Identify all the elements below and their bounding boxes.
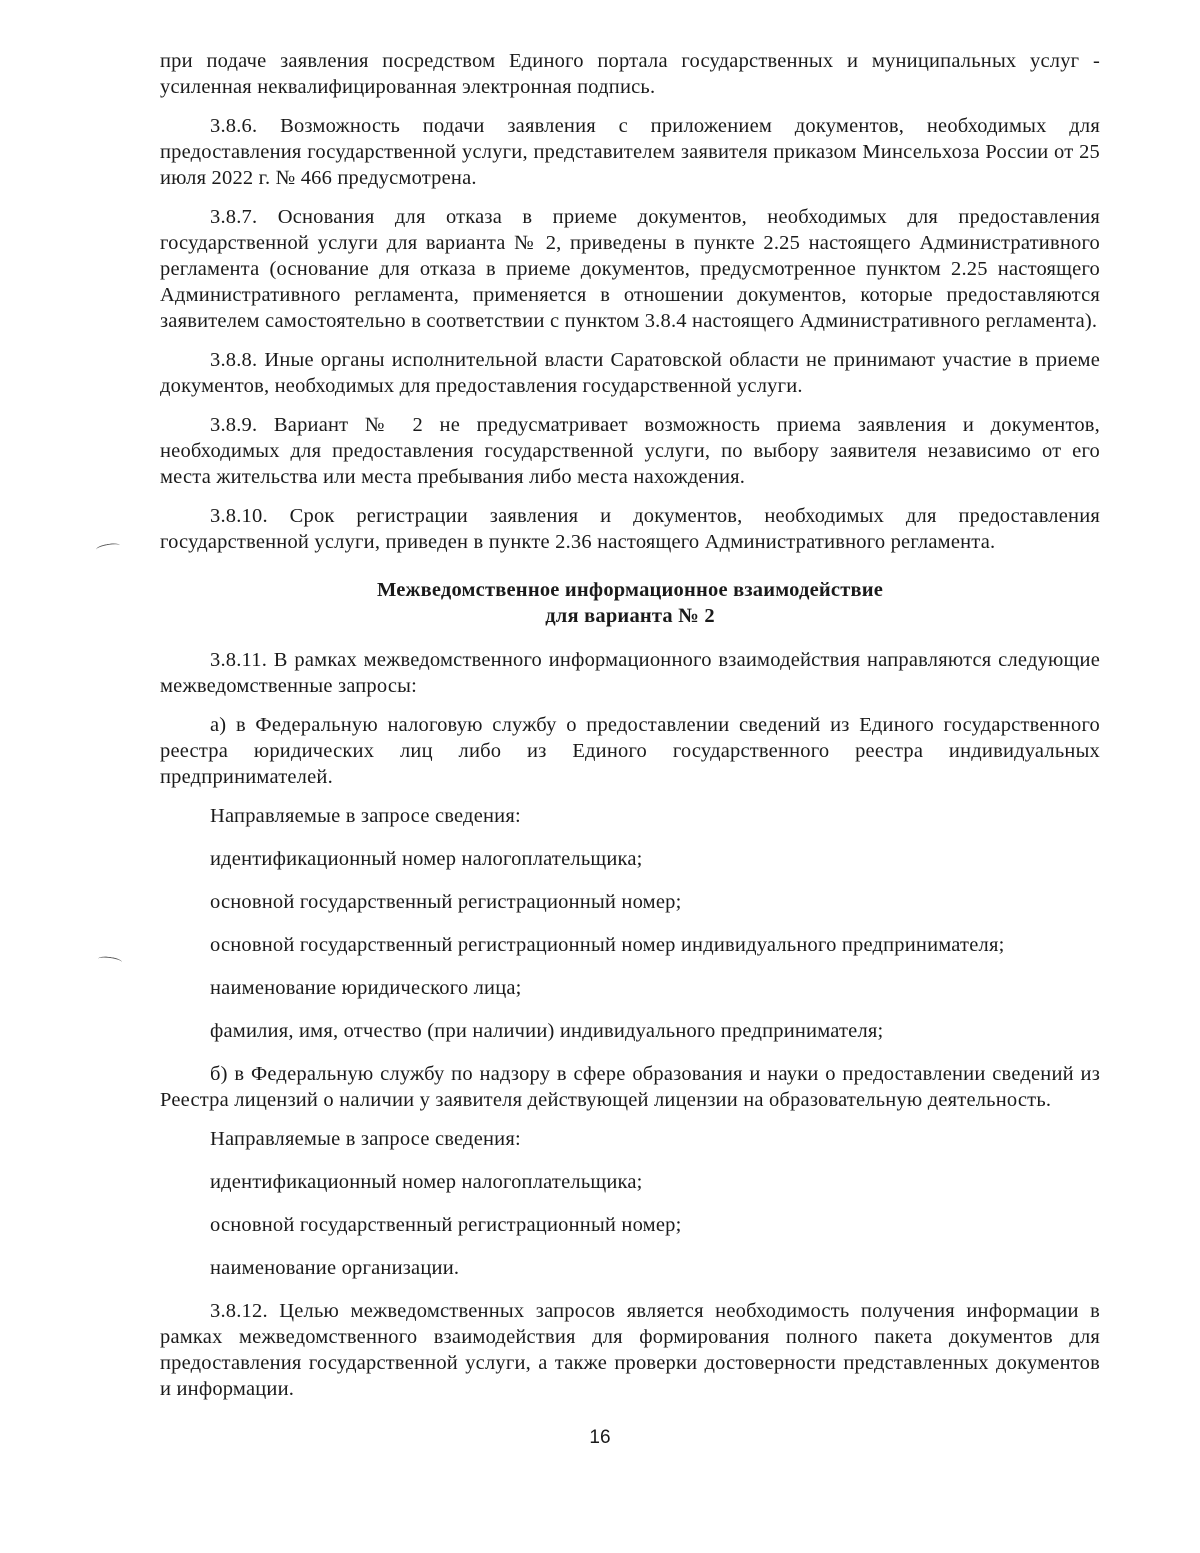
list-1-title: Направляемые в запросе сведения:	[210, 805, 521, 827]
document-page	[160, 48, 1100, 1415]
section-heading	[160, 577, 1100, 629]
section-heading-line-2: для варианта № 2	[545, 605, 715, 627]
paragraph-3-8-10: 3.8.10. Срок регистрации заявления и документов, необходимых для предоставления государственной услуги, приведен в пункте 2.36 настоящего Административного регламента.	[160, 505, 1100, 553]
list-2-item: идентификационный номер налогоплательщика;	[210, 1171, 643, 1193]
scan-mark	[96, 542, 121, 553]
paragraph-3-8-6: 3.8.6. Возможность подачи заявления с приложением документов, необходимых для предоставления государственной услуги, представителем заявителя приказом Минсельхоза России от 25 июля 2022 г. № 466 предусмотрена.	[160, 115, 1100, 189]
section-heading-line-1: Межведомственное информационное взаимодействие	[376, 579, 884, 601]
list-1-item: основной государственный регистрационный номер;	[210, 891, 682, 913]
list-1-item: наименование юридического лица;	[210, 977, 522, 999]
paragraph-3-8-8: 3.8.8. Иные органы исполнительной власти Саратовской области не принимают участие в приеме документов, необходимых для предоставления государственной услуги.	[160, 349, 1100, 397]
paragraph-3-8-9: 3.8.9. Вариант № 2 не предусматривает возможность приема заявления и документов, необходимых для предоставления государственной услуги, по выбору заявителя независимо от его места жительства или места пребывания либо места нахождения.	[160, 414, 1100, 488]
list-2-item: наименование организации.	[210, 1257, 460, 1279]
list-2-item: основной государственный регистрационный номер;	[210, 1214, 682, 1236]
page-number: 16	[589, 1427, 611, 1448]
paragraph-request-a: а) в Федеральную налоговую службу о предоставлении сведений из Единого государственного реестра юридических лиц либо из Единого государственного реестра индивидуальных предпринимателей.	[160, 714, 1100, 788]
list-1-item: идентификационный номер налогоплательщика;	[210, 848, 643, 870]
paragraph-signature-type: при подаче заявления посредством Единого портала государственных и муниципальных услуг - усиленная неквалифицированная электронная подпись.	[160, 50, 1100, 98]
paragraph-3-8-7: 3.8.7. Основания для отказа в приеме документов, необходимых для предоставления государственной услуги для варианта № 2, приведены в пункте 2.25 настоящего Административного регламента (основание для отказа в приеме документов, предусмотренное пунктом 2.25 настоящего Административного регламента, применяется в отношении документов, которые предоставляются заявителем самостоятельно в соответствии с пунктом 3.8.4 настоящего Административного регламента).	[160, 206, 1100, 332]
list-1-item: фамилия, имя, отчество (при наличии) индивидуального предпринимателя;	[210, 1020, 884, 1042]
paragraph-3-8-11: 3.8.11. В рамках межведомственного информационного взаимодействия направляются следующие межведомственные запросы:	[160, 649, 1100, 697]
paragraph-3-8-12: 3.8.12. Целью межведомственных запросов является необходимость получения информации в рамках межведомственного взаимодействия для формирования полного пакета документов для предоставления государственной услуги, а также проверки достоверности представленных документов и информации.	[160, 1300, 1100, 1400]
scan-mark	[98, 955, 123, 965]
paragraph-request-b: б) в Федеральную службу по надзору в сфере образования и науки о предоставлении сведений из Реестра лицензий о наличии у заявителя действующей лицензии на образовательную деятельность.	[160, 1063, 1100, 1111]
list-2-title: Направляемые в запросе сведения:	[210, 1128, 521, 1150]
list-1-item: основной государственный регистрационный номер индивидуального предпринимателя;	[210, 934, 1005, 956]
